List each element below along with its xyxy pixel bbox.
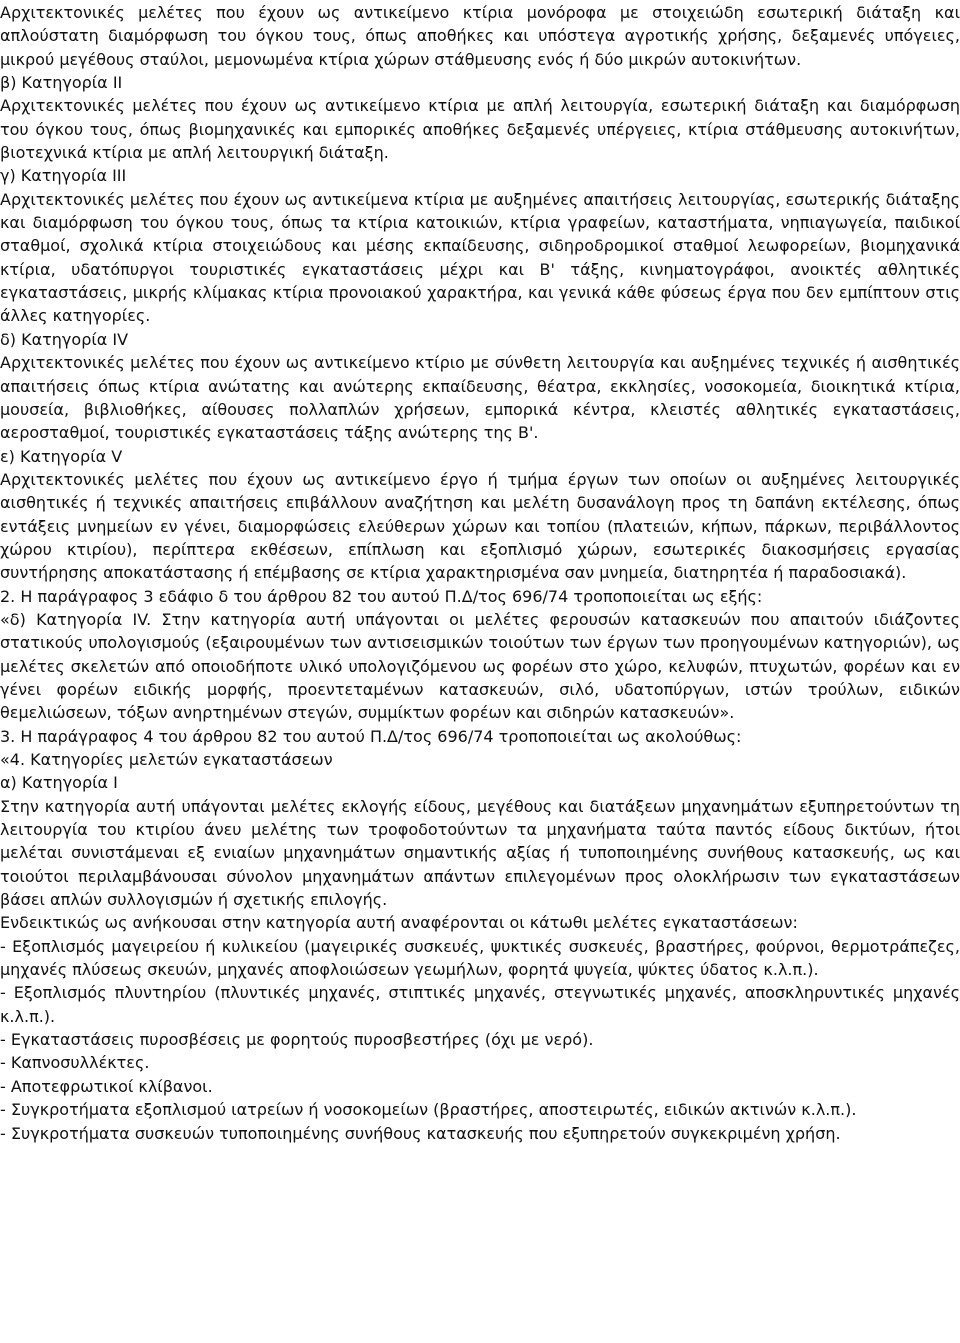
intro-paragraph: Αρχιτεκτονικές μελέτες που έχουν ως αντικείμενο κτίρια μονόροφα με στοιχειώδη εσωτερική διάταξη και απλούστατη διαμόρφωση του όγκου τους, όπως αποθήκες και υπόστεγα αγροτικής χρήσης, δεξαμενές υπόγειες, μικρού μεγέθους σταύλοι, μεμονωμένα κτίρια χώρων στάθμευσης ενός ή δύο μικρών αυτοκινήτων. [0,3,960,69]
category-2-text: Αρχιτεκτονικές μελέτες που έχουν ως αντικείμενο κτίρια με απλή λειτουργία, εσωτερική διάταξη και διαμόρφωση του όγκου τους, όπως βιομηχανικές και εμπορικές αποθήκες δεξαμενές υπέργειες, κτίρια στάθμευσης αυτοκινήτων, βιοτεχνικά κτίρια με απλή λειτουργική διάταξη. [0,96,960,163]
category-5-heading: ε) Κατηγορία V [0,446,123,466]
list-item: - Συγκροτήματα εξοπλισμού ιατρείων ή νοσοκομείων (βραστήρες, αποστειρωτές, ειδικών ακτινών κ.λ.π.). [0,1100,857,1120]
list-item: - Καπνοσυλλέκτες. [0,1053,150,1073]
category-4-text: Αρχιτεκτονικές μελέτες που έχουν ως αντικείμενο κτίριο με σύνθετη λειτουργία και αυξημένες τεχνικές ή αισθητικές απαιτήσεις όπως κτίρια ανώτατης και ανώτερης εκπαίδευσης, θέατρα, εκκλησίες, νοσοκομεία, διοικητικά κτίρια, μουσεία, βιβλιοθήκες, αίθουσες πολλαπλών χρήσεων, εμπορικά κέντρα, κλειστές αθλητικές εγκαταστάσεις, αεροσταθμοί, τουριστικές εγκαταστάσεις τάξης ανώτερης της Β'. [0,353,960,443]
list-item: - Εξοπλισμός πλυντηρίου (πλυντικές μηχανές, στιπτικές μηχανές, στεγνωτικές μηχανές, αποσκληρυντικές μηχανές κ.λ.π.). [0,983,960,1026]
list-item: - Συγκροτήματα συσκευών τυποποιημένης συνήθους κατασκευής που εξυπηρετούν συγκεκριμένη χρήση. [0,1123,841,1143]
paragraph-2-heading: 2. Η παράγραφος 3 εδάφιο δ του άρθρου 82 του αυτού Π.Δ/τος 696/74 τροποποιείται ως εξής: [0,586,763,606]
installation-category-1-heading: α) Κατηγορία Ι [0,773,118,793]
category-2-heading: β) Κατηγορία ΙΙ [0,73,123,93]
list-item: - Εγκαταστάσεις πυροσβέσεις με φορητούς πυροσβεστήρες (όχι με νερό). [0,1030,594,1050]
installation-category-1-text: Στην κατηγορία αυτή υπάγονται μελέτες εκλογής είδους, μεγέθους και διατάξεων μηχανημάτων εξυπηρετούντων τη λειτουργία του κτιρίου άνευ μελέτης των τροφοδοτούντων τα μηχανήματα ταύτα παντός είδους δικτύων, ήτοι μελέται συνιστάμεναι εξ ενιαίων μηχανημάτων σημαντικής αξίας ή τυποποιημένης συνήθους κατασκευής, ως και τοιούτοι περιλαμβάνουσαι σύνολον μηχανημάτων απάντων επιλεγομένων προς ολοκλήρωσιν των εγκαταστάσεων βάσει απλών συλλογισμών ή σχετικής επιλογής. [0,796,960,910]
indicative-list-heading: Ενδεικτικώς ως ανήκουσαι στην κατηγορία αυτή αναφέρονται οι κάτωθι μελέτες εγκαταστάσεων: [0,913,798,933]
paragraph-2-text: «δ) Κατηγορία IV. Στην κατηγορία αυτή υπάγονται οι μελέτες φερουσών κατασκευών που απαιτούν ιδιάζοντες στατικούς υπολογισμούς (εξαιρουμένων των αντισεισμικών τοιούτων των έργων των προηγουμένων κατηγοριών), ως μελέτες σκελετών από οποιοδήποτε υλικό υπολογιζόμενου ως φορέων στο χώρο, κελυφών, πτυχωτών, φορέων και εν γένει φορέων ειδικής μορφής, προεντεταμένων κατασκευών, σιλό, υδατοπύργων, ιστών τρούλων, ειδικών θεμελιώσεων, τόξων ανηρτημένων στεγών, συμμίκτων φορέων και σιδηρών κατασκευών». [0,609,960,723]
category-5-text: Αρχιτεκτονικές μελέτες που έχουν ως αντικείμενο έργο ή τμήμα έργων των οποίων οι αυξημένες λειτουργικές αισθητικές ή τεχνικές απαιτήσεις επιβάλλουν αναζήτηση και μελέτη δυσανάλογη προς τη δαπάνη εκτέλεσης, όπως εντάξεις μνημείων εν γένει, διαμορφώσεις ελεύθερων χώρων και τοπίου (πλατειών, κήπων, πάρκων, περιβάλλοντος χώρου κτιρίου), περίπτερα εκθέσεων, επίπλωση και εξοπλισμό χώρων, εσωτερικές διακοσμήσεις εργασίας συντήρησης αποκατάστασης ή επέμβασης σε κτίρια χαρακτηρισμένα σαν μνημεία, διατηρητέα ή παραδοσιακά). [0,469,960,583]
paragraph-3-heading: 3. Η παράγραφος 4 του άρθρου 82 του αυτού Π.Δ/τος 696/74 τροποποιείται ως ακολούθως: [0,726,742,746]
list-item: - Εξοπλισμός μαγειρείου ή κυλικείου (μαγειρικές συσκευές, ψυκτικές συσκευές, βραστήρες, φούρνοι, θερμοτράπεζες, μηχανές πλύσεως σκευών, μηχανές αποφλοιώσεων γεωμήλων, φορητά ψυγεία, ψύκτες ύδατος κ.λ.π.). [0,936,960,980]
category-4-heading: δ) Κατηγορία IV [0,329,129,349]
category-3-text: Αρχιτεκτονικές μελέτες που έχουν ως αντικείμενα κτίρια με αυξημένες απαιτήσεις λειτουργίας, εσωτερικής διάταξης και διαμόρφωση του όγκου τους, όπως τα κτίρια κατοικιών, κτίρια γραφείων, καταστήματα, νηπιαγωγεία, παιδικοί σταθμοί, σχολικά κτίρια στοιχειώδους και μέσης εκπαίδευσης, σιδηροδρομικοί σταθμοί λεωφορείων, βιομηχανικά κτίρια, υδατόπυργοι τουριστικές εγκαταστάσεις μέχρι και Β' τάξης, κινηματογράφοι, ανοικτές αθλητικές εγκαταστάσεις, μικρής κλίμακας κτίρια προνοιακού χαρακτήρα, και γενικά κάθε φύσεως έργα που δεν εμπίπτουν στις άλλες κατηγορίες. [0,189,960,326]
list-item: - Αποτεφρωτικοί κλίβανοι. [0,1076,213,1096]
paragraph-3-quote-heading: «4. Κατηγορίες μελετών εγκαταστάσεων [0,750,333,769]
category-3-heading: γ) Κατηγορία ΙΙΙ [0,166,127,186]
